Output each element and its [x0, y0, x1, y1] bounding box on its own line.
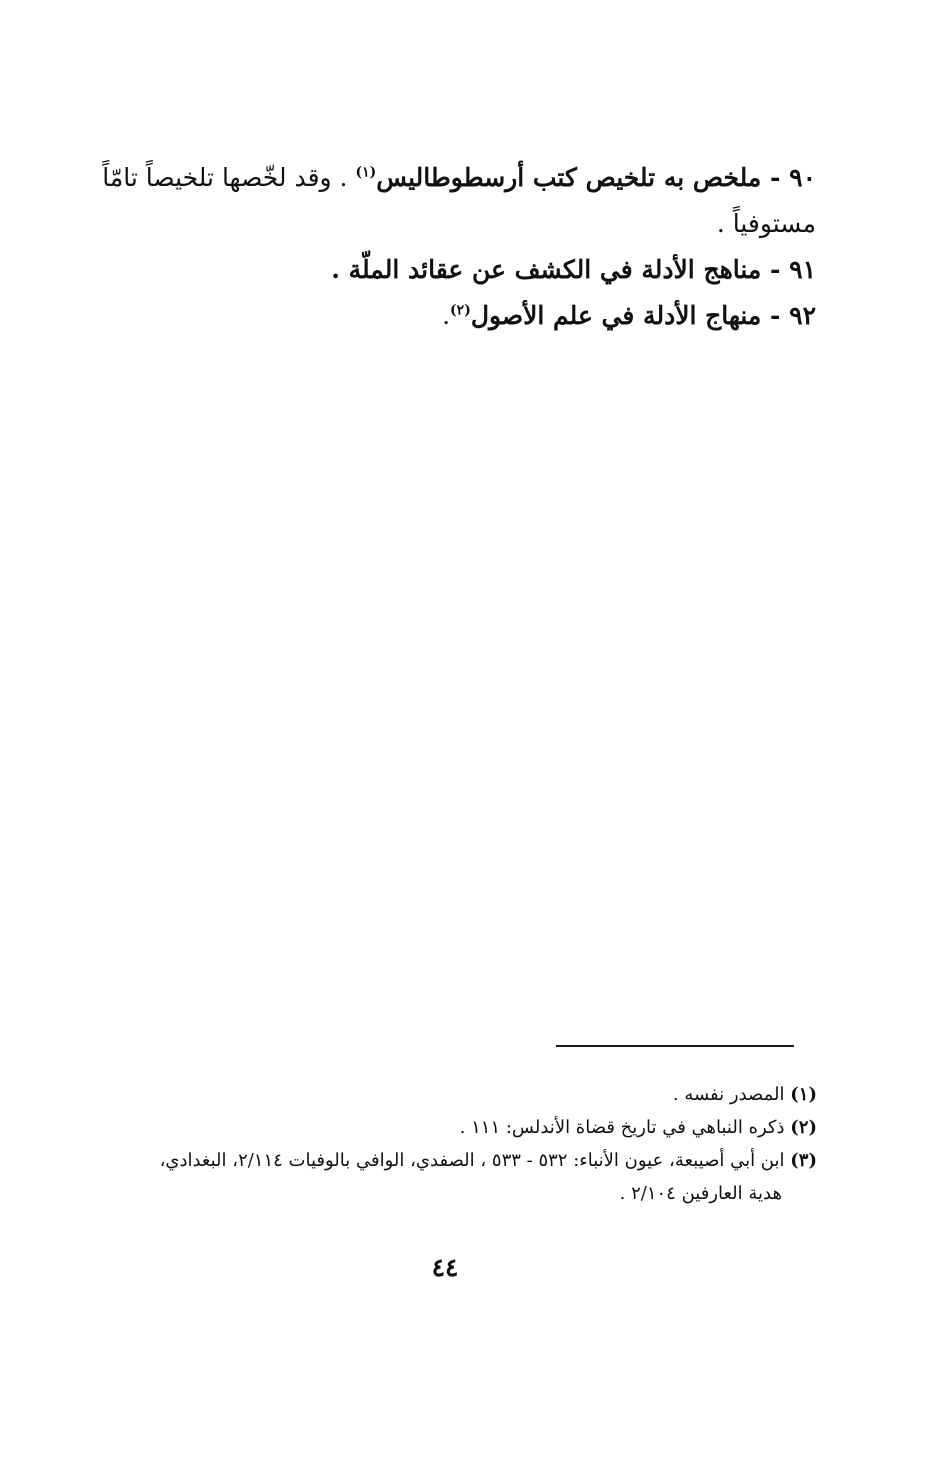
footnote-reference: (٢) — [450, 302, 471, 319]
entry-number: ٩١ - — [770, 255, 816, 284]
footnote-text: المصدر نفسه . — [672, 1084, 785, 1105]
footnote-text: ذكره النباهي في تاريخ قضاة الأندلس: ١١١ . — [459, 1117, 785, 1138]
footnote-number: (٢) — [790, 1117, 817, 1138]
footnote-2 — [97, 1111, 817, 1144]
footnote-reference: (١) — [355, 164, 377, 181]
entry-continuation: مستوفياً . — [716, 209, 816, 238]
page-number: ٤٤ — [431, 1253, 459, 1282]
entry-number: ٩٢ - — [770, 301, 816, 330]
bibliography-entries — [81, 155, 816, 339]
footnote-continuation: هدية العارفين ٢/١٠٤ . — [619, 1183, 782, 1204]
entry-90 — [81, 155, 816, 247]
entry-title: مناهج الأدلة في الكشف عن عقائد الملّة . — [331, 255, 762, 284]
footnote-number: (٣) — [790, 1150, 817, 1171]
footnote-number: (١) — [790, 1084, 817, 1105]
footnote-divider — [556, 1045, 794, 1047]
entry-92 — [81, 293, 816, 339]
footnote-1 — [97, 1078, 817, 1111]
entry-number: ٩٠ - — [770, 163, 816, 192]
entry-punctuation: . — [442, 301, 451, 330]
footnotes — [97, 1078, 817, 1210]
entry-title: منهاج الأدلة في علم الأصول — [470, 301, 762, 330]
footnote-text: ابن أبي أصيبعة، عيون الأنباء: ٥٣٢ - ٥٣٣ ، الصفدي، الوافي بالوفيات ٢/١١٤، البغدادي، — [159, 1150, 785, 1171]
entry-description: . وقد لخّصها تلخيصاً تامّاً — [102, 163, 356, 192]
entry-title: ملخص به تلخيص كتب أرسطوطاليس — [376, 163, 762, 192]
entry-91 — [81, 247, 816, 293]
footnote-3 — [97, 1144, 817, 1210]
